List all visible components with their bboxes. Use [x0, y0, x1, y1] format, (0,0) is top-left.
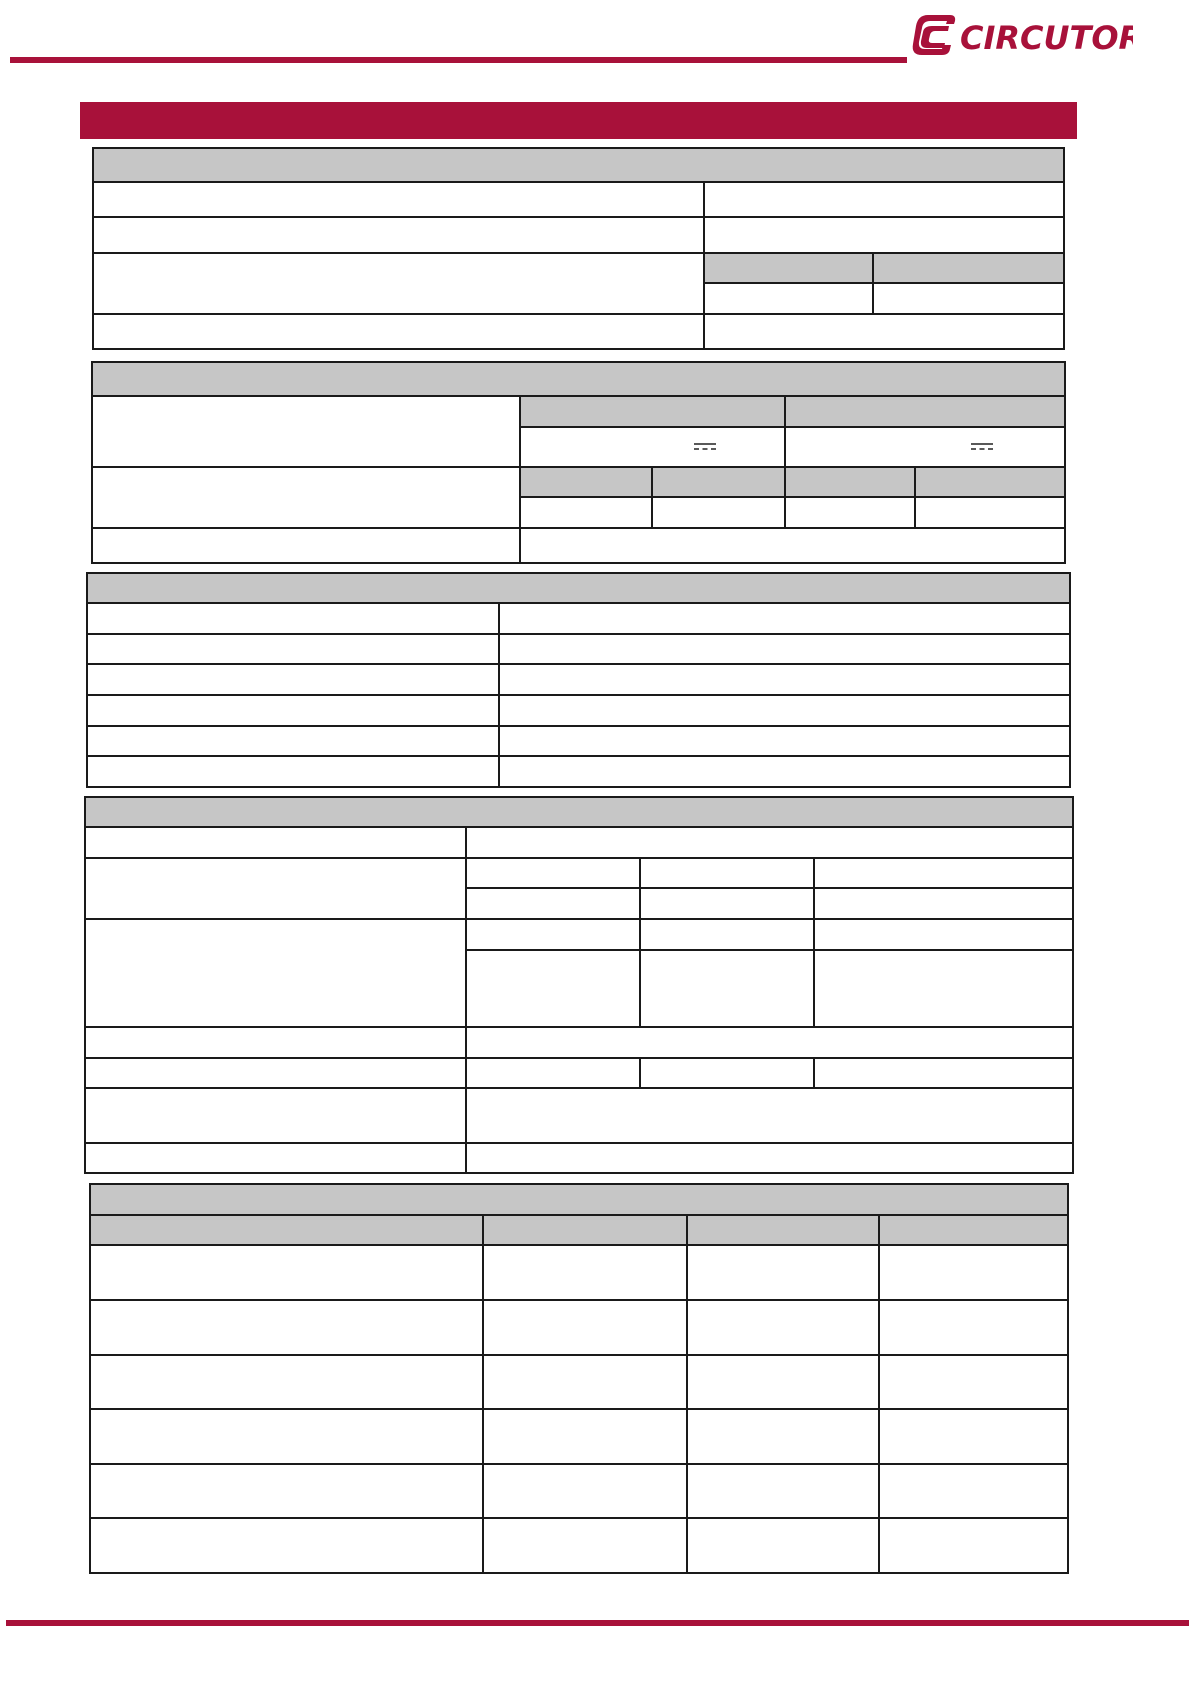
field-label	[87, 726, 499, 756]
document-title-bar	[80, 102, 1077, 139]
table-cell	[879, 1409, 1068, 1464]
section-4-table	[84, 796, 1074, 1174]
sub-header	[785, 467, 915, 497]
field-value	[499, 603, 1070, 634]
section-5-header	[90, 1184, 1068, 1215]
field-value	[499, 756, 1070, 787]
field-label	[87, 695, 499, 726]
table-cell	[90, 1245, 483, 1300]
field-value	[640, 950, 814, 1027]
sub-header	[520, 396, 785, 427]
field-value	[704, 283, 873, 314]
field-label	[92, 396, 520, 467]
table-cell	[483, 1245, 687, 1300]
svg-text:CIRCUTOR: CIRCUTOR	[960, 19, 1133, 56]
field-value	[499, 634, 1070, 664]
field-label	[85, 1058, 466, 1088]
field-value	[785, 427, 1065, 467]
field-label	[92, 528, 520, 563]
field-value	[499, 695, 1070, 726]
field-label	[85, 1143, 466, 1173]
field-value	[466, 950, 640, 1027]
table-cell	[879, 1518, 1068, 1573]
field-value	[466, 888, 640, 919]
field-value	[814, 888, 1073, 919]
field-value	[520, 427, 785, 467]
field-value	[814, 919, 1073, 950]
field-value	[466, 1058, 640, 1088]
sub-header	[704, 253, 873, 283]
field-label	[87, 634, 499, 664]
field-value	[520, 528, 1065, 563]
field-value	[704, 217, 1064, 253]
table-cell	[687, 1355, 879, 1409]
table-cell	[687, 1518, 879, 1573]
logo-mark-icon	[908, 12, 1133, 56]
field-value	[466, 858, 640, 888]
sub-header	[520, 467, 652, 497]
field-value	[640, 858, 814, 888]
table-cell	[687, 1409, 879, 1464]
table-cell	[90, 1300, 483, 1355]
field-value	[915, 497, 1065, 528]
column-header	[90, 1215, 483, 1245]
field-value	[466, 1088, 1073, 1143]
field-value	[785, 497, 915, 528]
field-label	[85, 1088, 466, 1143]
table-cell	[687, 1245, 879, 1300]
table-cell	[483, 1518, 687, 1573]
field-label	[85, 858, 466, 919]
footer-rule	[6, 1620, 1189, 1626]
field-value	[640, 888, 814, 919]
field-value	[466, 1027, 1073, 1058]
table-cell	[90, 1355, 483, 1409]
table-cell	[879, 1300, 1068, 1355]
table-cell	[90, 1464, 483, 1518]
section-1-table	[92, 147, 1065, 350]
field-value	[640, 919, 814, 950]
field-label	[87, 756, 499, 787]
table-cell	[483, 1300, 687, 1355]
field-label	[92, 467, 520, 528]
table-cell	[879, 1245, 1068, 1300]
column-header	[879, 1215, 1068, 1245]
field-value	[466, 919, 640, 950]
field-value	[499, 664, 1070, 695]
field-value	[704, 182, 1064, 217]
header-rule	[10, 57, 907, 63]
field-label	[87, 603, 499, 634]
table-cell	[483, 1464, 687, 1518]
field-label	[93, 217, 704, 253]
sub-header	[785, 396, 1065, 427]
field-label	[85, 827, 466, 858]
field-value	[652, 497, 785, 528]
table-cell	[483, 1409, 687, 1464]
table-cell	[687, 1300, 879, 1355]
field-value	[520, 497, 652, 528]
field-value	[873, 283, 1064, 314]
circutor-logo	[908, 12, 1133, 56]
field-value	[640, 1058, 814, 1088]
table-cell	[879, 1355, 1068, 1409]
field-label	[85, 1027, 466, 1058]
section-2-header	[92, 362, 1065, 396]
field-value	[466, 827, 1073, 858]
sub-header	[873, 253, 1064, 283]
column-header	[687, 1215, 879, 1245]
table-cell	[483, 1355, 687, 1409]
field-label	[87, 664, 499, 695]
field-label	[85, 919, 466, 1027]
field-value	[466, 1143, 1073, 1173]
section-3-table	[86, 572, 1071, 788]
field-label	[93, 314, 704, 349]
field-value	[499, 726, 1070, 756]
section-3-header	[87, 573, 1070, 603]
section-1-header	[93, 148, 1064, 182]
section-2-table	[91, 361, 1066, 564]
section-4-header	[85, 797, 1073, 827]
sub-header	[915, 467, 1065, 497]
dc-symbol-icon	[694, 443, 716, 450]
table-cell	[90, 1409, 483, 1464]
field-value	[704, 314, 1064, 349]
sub-header	[652, 467, 785, 497]
table-cell	[879, 1464, 1068, 1518]
table-cell	[687, 1464, 879, 1518]
section-5-table	[89, 1183, 1069, 1574]
field-label	[93, 182, 704, 217]
dc-symbol-icon	[971, 443, 993, 450]
field-label	[93, 253, 704, 314]
field-value	[814, 950, 1073, 1027]
column-header	[483, 1215, 687, 1245]
table-cell	[90, 1518, 483, 1573]
field-value	[814, 858, 1073, 888]
field-value	[814, 1058, 1073, 1088]
